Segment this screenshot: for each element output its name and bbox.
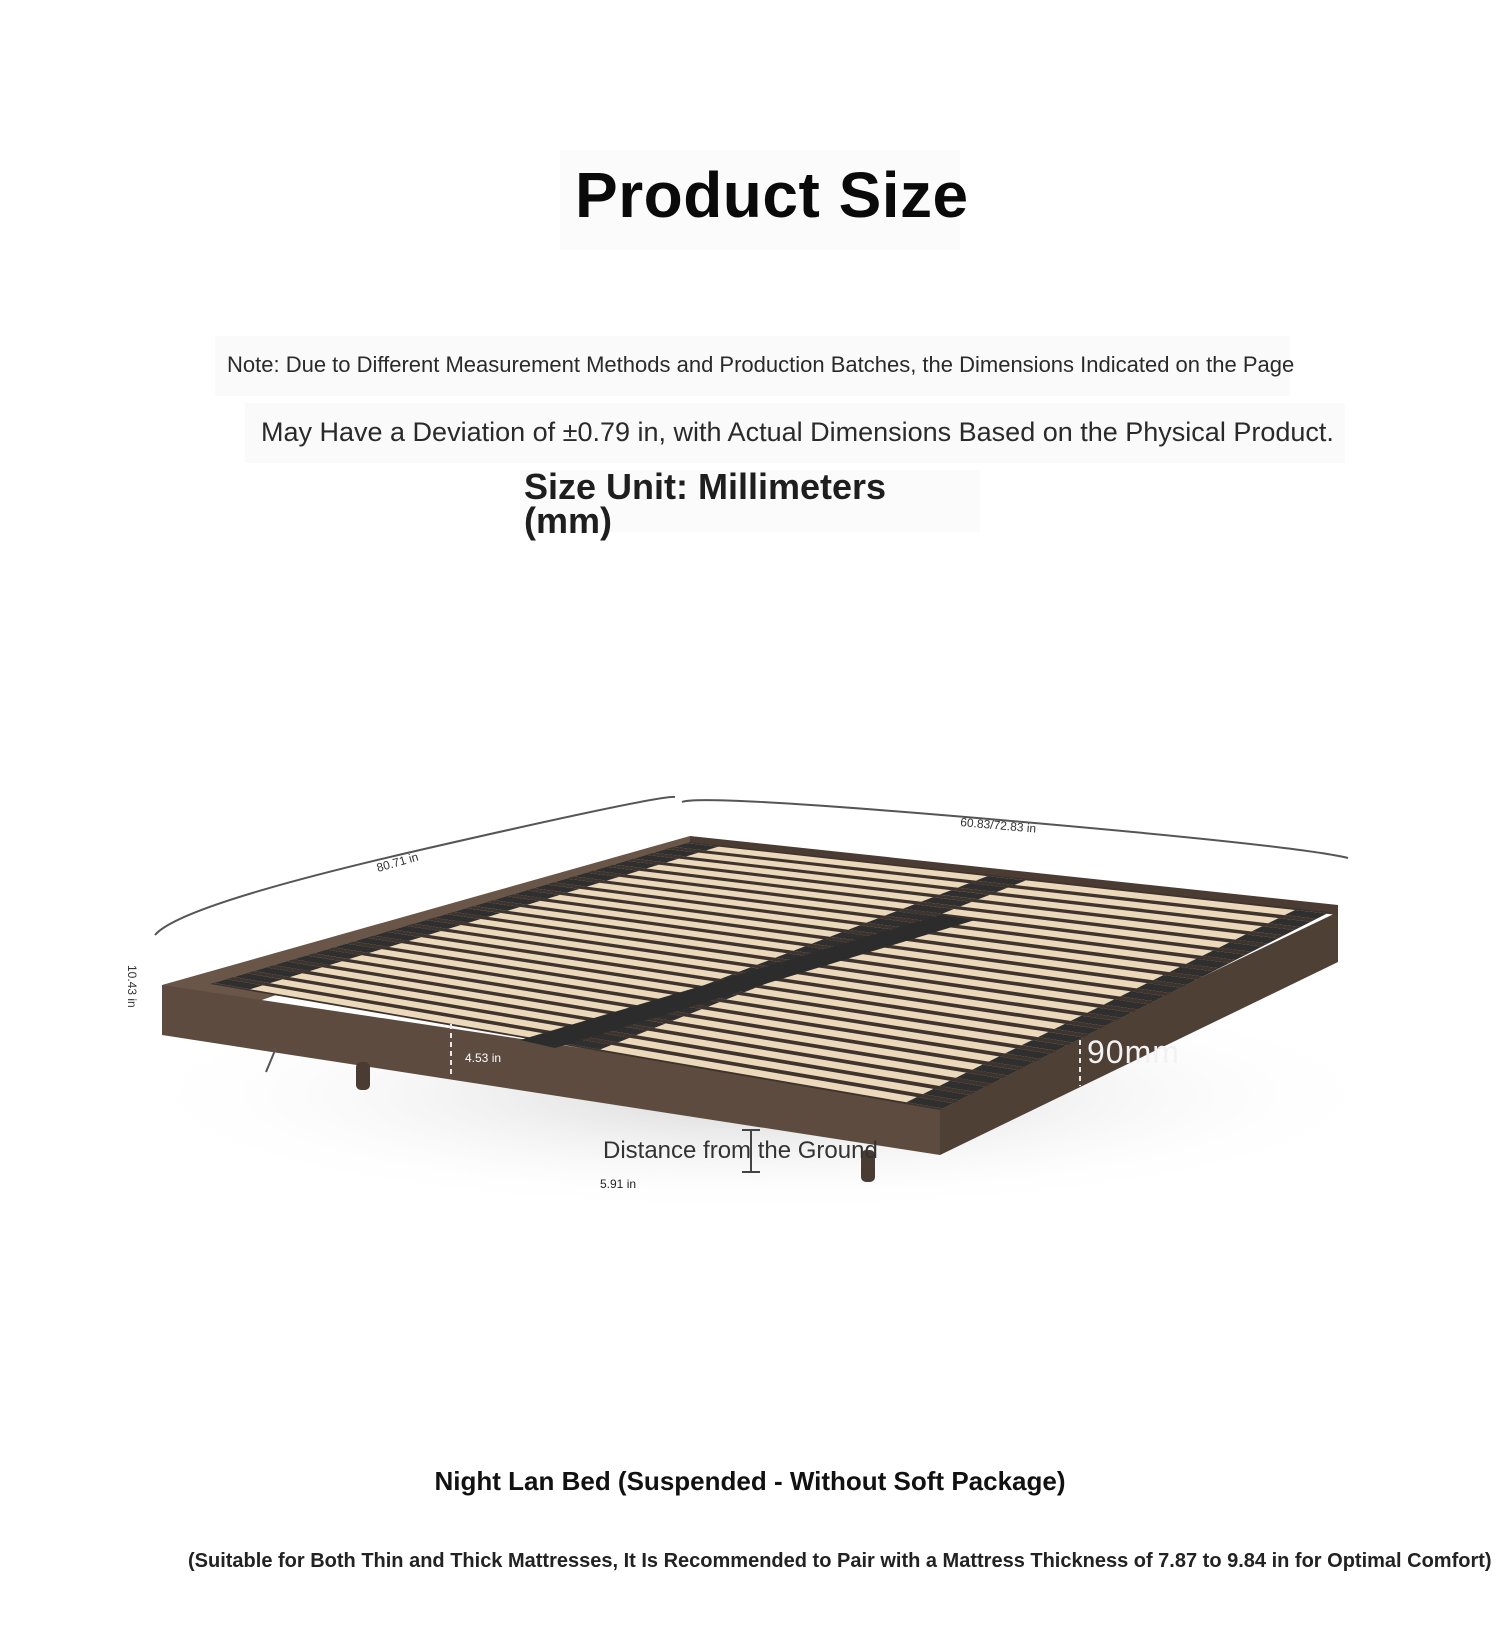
frame-height-label: 4.53 in — [465, 1051, 502, 1065]
total-height-label: 10.43 in — [125, 965, 139, 1008]
note-line-2: May Have a Deviation of ±0.79 in, with Actual Dimensions Based on the Physical Product. — [261, 417, 1334, 447]
note-line-1: Note: Due to Different Measurement Methods and Production Batches, the Dimensions Indicated on the Page — [227, 352, 1295, 377]
bed-frame-illustration — [0, 560, 1500, 1380]
page-title-box — [560, 150, 969, 250]
bed-leg — [356, 1062, 370, 1090]
mattress-recommendation: (Suitable for Both Thin and Thick Mattresses, It Is Recommended to Pair with a Mattress Thickness of 7.87 to 9.84 in for Optimal Comfort) — [188, 1550, 1492, 1572]
page-title: Product Size — [575, 159, 969, 231]
product-name: Night Lan Bed (Suspended - Without Soft Package) — [434, 1466, 1066, 1496]
length-label: 80.71 in — [374, 849, 420, 875]
note-line-2-box — [245, 403, 1345, 463]
note-line-1-box — [215, 336, 1295, 396]
size-unit-box — [520, 466, 980, 541]
side-height-label: 90mm — [1087, 1034, 1180, 1070]
width-label: 60.83/72.83 in — [959, 815, 1037, 836]
ground-distance-value: 5.91 in — [600, 1177, 637, 1191]
size-unit-label: Size Unit: Millimeters (mm) — [524, 466, 887, 541]
ground-distance-caption: Distance from the Ground — [603, 1137, 878, 1164]
